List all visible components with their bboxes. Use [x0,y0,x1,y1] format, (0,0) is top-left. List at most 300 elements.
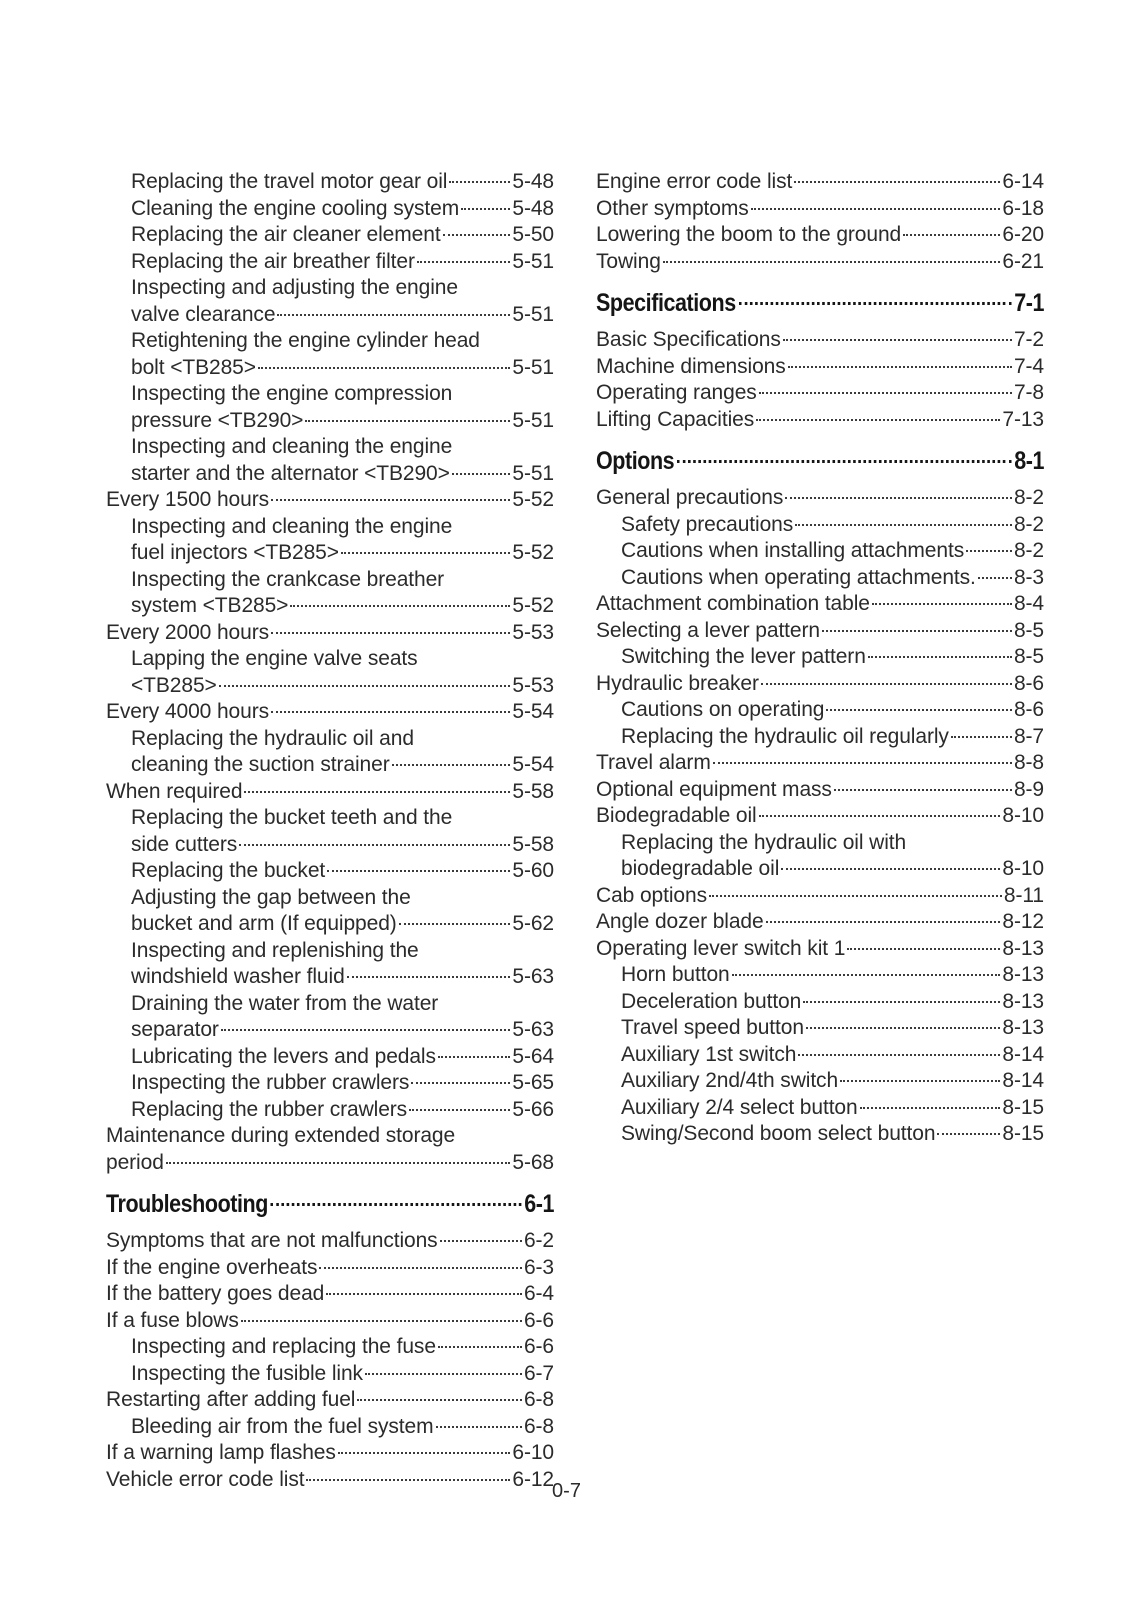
dot-leader [785,497,1012,499]
dot-leader [798,1054,1000,1056]
entry-title: Cleaning the engine cooling system [131,196,460,220]
entry-page-number: 5-48 [512,170,554,193]
entry-title: Cautions when installing attachments [621,539,965,562]
entry-title: Travel alarm [596,751,711,774]
entry-page-number: 8-5 [1013,645,1044,668]
entry-last-line [131,355,554,382]
toc-entry[interactable] [596,618,1044,645]
entry-title-line: fuel injectors <TB285> [131,541,339,564]
toc-entry[interactable] [106,938,554,991]
entry-page-number: 8-15 [1002,1122,1044,1145]
entry-title: Cab options [596,883,707,907]
toc-entry[interactable] [106,620,554,647]
entry-title-line: system <TB285> [131,594,289,617]
toc-entry[interactable] [596,1121,1044,1148]
toc-entry[interactable] [106,328,554,381]
entry-title-line: Lapping the engine valve seats [131,647,418,670]
entry-title: If a fuse blows [106,1308,239,1332]
entry-page-number: 7-8 [1013,381,1044,404]
entry-page-number: 8-5 [1013,618,1044,642]
entry-page-number: 6-18 [1002,196,1044,220]
toc-section-heading[interactable] [106,1189,554,1219]
section-page-number: 6-1 [524,1190,555,1218]
entry-title: Replacing the air cleaner element [131,223,441,246]
toc-entry[interactable] [596,249,1044,276]
entry-page-number: 5-52 [512,541,554,564]
dot-leader [868,656,1012,658]
entry-last-line [131,752,554,779]
entry-last-line [131,964,554,991]
toc-entry[interactable] [596,697,1044,724]
dot-leader [440,1240,522,1242]
entry-last-line [106,1150,554,1177]
entry-title-line: valve clearance [131,302,276,326]
section-title: Specifications [596,289,736,317]
entry-title: If a warning lamp flashes [106,1441,336,1464]
dot-leader [966,550,1012,552]
dot-leader [761,683,1012,685]
entry-page-number: 8-7 [1013,724,1044,748]
entry-title: Travel speed button [621,1016,804,1039]
toc-entry[interactable] [596,830,1044,883]
entry-title-line: Inspecting and adjusting the engine [131,276,458,299]
entry-page-number: 5-52 [512,594,554,617]
toc-entry[interactable] [596,936,1044,963]
entry-page-number: 6-20 [1002,223,1044,246]
entry-page-number: 8-6 [1013,698,1044,721]
entry-title: If the battery goes dead [106,1282,325,1305]
entry-title: Angle dozer blade [596,910,764,933]
entry-page-number: 8-2 [1013,539,1044,562]
toc-entry[interactable] [106,1440,554,1467]
entry-title: Other symptoms [596,196,749,220]
dot-leader [951,736,1012,738]
dot-leader [239,844,510,846]
toc-entry[interactable] [596,354,1044,381]
dot-leader [411,1082,510,1084]
entry-title-line: Retightening the engine cylinder head [131,329,480,352]
entry-title: Every 4000 hours [106,700,269,723]
entry-title-line: Maintenance during extended storage [106,1124,456,1147]
dot-leader [872,603,1012,605]
entry-page-number: 5-60 [512,859,554,882]
entry-page-number: 5-51 [512,249,554,273]
entry-title-line: Inspecting the engine compression [131,382,453,405]
toc-entry[interactable] [106,1228,554,1255]
toc-entry[interactable] [596,989,1044,1016]
toc-entry[interactable] [596,565,1044,592]
entry-title: Switching the lever pattern [621,645,866,668]
entry-page-number: 6-3 [523,1255,554,1279]
dot-leader [271,711,510,713]
toc-entry[interactable] [596,883,1044,910]
entry-title-line: <TB285> [131,673,217,697]
dot-leader [436,1426,522,1428]
toc-entry[interactable] [106,1070,554,1097]
entry-page-number: 5-64 [512,1044,554,1068]
dot-leader [783,339,1012,341]
dot-leader [759,815,1001,817]
dot-leader [803,1001,1000,1003]
entry-last-line [131,461,554,488]
entry-page-number: 8-10 [1002,804,1044,827]
toc-entry[interactable] [106,805,554,858]
dot-leader [357,1399,522,1401]
section-page-number: 7-1 [1014,289,1045,317]
toc-entry[interactable] [106,858,554,885]
dot-leader [221,1029,511,1031]
entry-title: Lubricating the levers and pedals [131,1044,436,1068]
dot-leader [347,976,511,978]
toc-entry[interactable] [106,726,554,779]
dot-leader [290,605,510,607]
toc-entry[interactable] [596,407,1044,434]
toc-entry[interactable] [106,1123,554,1176]
entry-page-number: 8-2 [1013,512,1044,536]
dot-leader [834,789,1012,791]
entry-page-number: 5-51 [512,461,554,485]
dot-leader [766,921,1001,923]
entry-title: Replacing the air breather filter [131,249,415,273]
toc-entry[interactable] [596,196,1044,223]
entry-title: Operating lever switch kit 1 [596,936,846,960]
dot-leader [438,1056,510,1058]
dot-leader [166,1162,511,1164]
toc-section-heading[interactable] [596,446,1044,476]
entry-page-number: 5-54 [512,700,554,723]
dot-leader [461,208,510,210]
dot-leader [341,552,510,554]
entry-title: Engine error code list [596,170,793,193]
entry-title: Cautions when operating attachments. [621,565,976,589]
entry-last-line [131,408,554,435]
toc-entry[interactable] [106,381,554,434]
page-number: 0-7 [552,1480,581,1502]
dot-leader [399,923,511,925]
toc-entry[interactable] [106,699,554,726]
entry-title-line: starter and the alternator <TB290> [131,461,450,485]
dot-leader [732,974,1001,976]
dot-leader [319,1267,522,1269]
entry-page-number: 7-13 [1002,407,1044,431]
entry-page-number: 6-8 [523,1414,554,1438]
entry-page-number: 7-2 [1013,328,1044,351]
entry-title: Inspecting the rubber crawlers [131,1071,410,1094]
entry-page-number: 5-66 [512,1097,554,1121]
dot-leader [327,870,510,872]
entry-title: Attachment combination table [596,592,870,615]
entry-title: Inspecting and replacing the fuse [131,1335,436,1358]
dot-leader [840,1080,1000,1082]
entry-page-number: 6-2 [523,1229,554,1252]
entry-title: Optional equipment mass [596,777,832,801]
entry-page-number: 8-13 [1002,963,1044,986]
entry-page-number: 6-12 [512,1467,554,1491]
dot-leader [795,524,1012,526]
dot-leader [713,762,1012,764]
entry-title: Replacing the rubber crawlers [131,1097,408,1121]
toc-entry[interactable] [106,249,554,276]
entry-last-line [131,832,554,859]
entry-title: Auxiliary 2/4 select button [621,1095,858,1119]
entry-title: Auxiliary 1st switch [621,1042,797,1066]
toc-entry[interactable] [596,380,1044,407]
toc-section-heading[interactable] [596,288,1044,318]
entry-page-number: 6-8 [523,1388,554,1411]
toc-entry[interactable] [106,1281,554,1308]
toc-entry[interactable] [106,275,554,328]
entry-title: Hydraulic breaker [596,671,759,695]
entry-title-line: period [106,1150,164,1174]
toc-entry[interactable] [106,487,554,514]
toc-entry[interactable] [106,1044,554,1071]
dot-leader [738,302,1011,305]
toc-entry[interactable] [106,885,554,938]
entry-title-line: bolt <TB285> [131,355,256,379]
entry-title: Vehicle error code list [106,1467,305,1491]
entry-page-number: 5-48 [512,196,554,220]
entry-page-number: 5-63 [512,965,554,988]
dot-leader [452,473,511,475]
entry-title: Towing [596,249,661,273]
entry-page-number: 5-53 [512,673,554,697]
entry-page-number: 5-58 [512,832,554,856]
toc-entry[interactable] [106,514,554,567]
entry-page-number: 5-50 [512,223,554,246]
entry-page-number: 8-11 [1003,883,1044,907]
entry-last-line [621,856,1044,883]
entry-title: Lowering the boom to the ground [596,223,902,246]
entry-title: Bleeding air from the fuel system [131,1414,434,1438]
dot-leader [443,234,511,236]
toc-entry[interactable] [596,644,1044,671]
entry-title: Horn button [621,963,730,986]
dot-leader [241,1320,522,1322]
entry-title: Every 1500 hours [106,488,269,511]
toc-entry[interactable] [596,485,1044,512]
dot-leader [326,1293,522,1295]
toc-entry[interactable] [106,1097,554,1124]
entry-title: Auxiliary 2nd/4th switch [621,1069,839,1092]
dot-leader [417,261,511,263]
dot-leader [663,261,1001,263]
entry-title-line: Replacing the hydraulic oil and [131,726,414,750]
toc-entry[interactable] [596,909,1044,936]
toc-entry[interactable] [106,1361,554,1388]
entry-title-line: Inspecting the crankcase breather [131,567,445,591]
dot-leader [751,208,1001,210]
toc-entry[interactable] [106,1387,554,1414]
entry-title-line: biodegradable oil [621,857,780,880]
entry-title: Replacing the bucket [131,859,326,882]
entry-title: Operating ranges [596,381,757,404]
toc-entry[interactable] [596,327,1044,354]
toc-entry[interactable] [596,803,1044,830]
entry-page-number: 5-65 [512,1071,554,1094]
entry-title: Deceleration button [621,989,802,1013]
entry-page-number: 6-14 [1002,170,1044,193]
dot-leader [449,181,510,183]
entry-page-number: 6-6 [523,1335,554,1358]
dot-leader [277,314,510,316]
entry-page-number: 8-4 [1013,592,1044,615]
entry-page-number: 5-63 [512,1018,554,1041]
toc-entry[interactable] [106,567,554,620]
entry-title: Swing/Second boom select button [621,1122,936,1145]
toc-entry[interactable] [596,777,1044,804]
dot-leader [409,1109,510,1111]
toc-entry[interactable] [106,222,554,249]
toc-entry[interactable] [596,962,1044,989]
entry-title-line: Draining the water from the water [131,991,439,1015]
toc-entry[interactable] [106,196,554,223]
entry-title-line: cleaning the suction strainer [131,753,390,776]
dot-leader [826,709,1012,711]
entry-page-number: 8-12 [1002,910,1044,933]
section-title: Troubleshooting [106,1190,268,1218]
toc-entry[interactable] [596,750,1044,777]
dot-leader [937,1133,1000,1135]
entry-title-line: Inspecting and cleaning the engine [131,435,453,458]
entry-title-line: Replacing the bucket teeth and the [131,806,453,829]
entry-page-number: 5-52 [512,488,554,511]
dot-leader [219,685,511,687]
dot-leader [788,366,1012,368]
toc-entry[interactable] [596,724,1044,751]
dot-leader [365,1373,522,1375]
entry-page-number: 6-10 [512,1441,554,1464]
dot-leader [338,1452,511,1454]
toc-entry[interactable] [106,1414,554,1441]
entry-title-line: Inspecting and cleaning the engine [131,514,453,538]
entry-title: Safety precautions [621,512,794,536]
dot-leader [847,948,1000,950]
entry-page-number: 5-62 [512,912,554,935]
entry-title-line: Adjusting the gap between the [131,885,411,909]
entry-title-line: separator [131,1018,219,1041]
entry-page-number: 7-4 [1013,354,1044,378]
toc-entry[interactable] [596,671,1044,698]
entry-last-line [131,911,554,938]
entry-page-number: 8-3 [1013,565,1044,589]
entry-last-line [131,673,554,700]
entry-page-number: 8-8 [1013,751,1044,774]
dot-leader [978,577,1012,579]
dot-leader [305,420,510,422]
entry-title: When required [106,779,243,803]
entry-page-number: 8-14 [1002,1069,1044,1092]
entry-title: Replacing the travel motor gear oil [131,170,448,193]
entry-page-number: 6-4 [523,1282,554,1305]
dot-leader [244,791,510,793]
entry-page-number: 5-51 [512,302,554,326]
toc-entry[interactable] [106,434,554,487]
toc-entry[interactable] [106,1255,554,1282]
entry-page-number: 8-10 [1002,857,1044,880]
entry-title: Basic Specifications [596,328,781,351]
toc-right-column [596,169,1044,1148]
dot-leader [438,1346,522,1348]
toc-entry[interactable] [106,169,554,196]
entry-title-line: windshield washer fluid [131,965,345,988]
toc-entry[interactable] [596,1095,1044,1122]
entry-page-number: 5-51 [512,408,554,432]
entry-last-line [131,302,554,329]
toc-entry[interactable] [596,169,1044,196]
toc-entry[interactable] [596,1068,1044,1095]
dot-leader [258,367,510,369]
entry-last-line [131,540,554,567]
entry-page-number: 8-14 [1002,1042,1044,1066]
entry-title-line: pressure <TB290> [131,408,304,432]
entry-title: Replacing the hydraulic oil regularly [621,724,949,748]
entry-page-number: 8-9 [1013,777,1044,801]
entry-title: Symptoms that are not malfunctions [106,1229,438,1252]
entry-title-line: Inspecting and replenishing the [131,938,419,962]
entry-last-line [131,1017,554,1044]
entry-page-number: 6-21 [1002,249,1044,273]
toc-left-column [106,169,554,1493]
dot-leader [759,392,1012,394]
toc-entry[interactable] [106,1334,554,1361]
entry-title: If the engine overheats [106,1255,318,1279]
entry-page-number: 6-6 [523,1308,554,1332]
toc-entry[interactable] [106,1308,554,1335]
toc-entry[interactable] [596,591,1044,618]
entry-page-number: 8-15 [1002,1095,1044,1119]
toc-entry[interactable] [106,646,554,699]
entry-page-number: 5-53 [512,620,554,644]
entry-title-line: bucket and arm (If equipped) [131,912,397,935]
entry-page-number: 5-54 [512,753,554,776]
entry-title: Selecting a lever pattern [596,618,820,642]
section-title: Options [596,447,675,475]
section-page-number: 8-1 [1014,447,1045,475]
entry-title: Biodegradable oil [596,804,757,827]
toc-entry[interactable] [596,222,1044,249]
dot-leader [392,764,511,766]
dot-leader [271,499,510,501]
entry-page-number: 5-51 [512,355,554,379]
entry-page-number: 8-2 [1013,486,1044,509]
toc-entry[interactable] [106,779,554,806]
entry-last-line [131,593,554,620]
entry-title: Restarting after adding fuel [106,1388,356,1411]
toc-entry[interactable] [596,1042,1044,1069]
entry-title: Machine dimensions [596,354,786,378]
toc-entry[interactable] [596,512,1044,539]
entry-page-number: 8-6 [1013,671,1044,695]
entry-title-line: side cutters [131,832,238,856]
toc-entry[interactable] [596,538,1044,565]
dot-leader [709,895,1002,897]
entry-title: Every 2000 hours [106,620,269,644]
dot-leader [271,1203,522,1206]
entry-title: Cautions on operating [621,698,825,721]
dot-leader [794,181,1000,183]
dot-leader [903,234,1000,236]
entry-title: General precautions [596,486,784,509]
entry-title: Lifting Capacities [596,407,755,431]
entry-page-number: 8-13 [1002,936,1044,960]
dot-leader [822,630,1012,632]
dot-leader [781,868,1000,870]
entry-page-number: 5-58 [512,779,554,803]
entry-page-number: 8-13 [1002,989,1044,1013]
dot-leader [756,419,1000,421]
toc-entry[interactable] [106,991,554,1044]
toc-entry[interactable] [596,1015,1044,1042]
